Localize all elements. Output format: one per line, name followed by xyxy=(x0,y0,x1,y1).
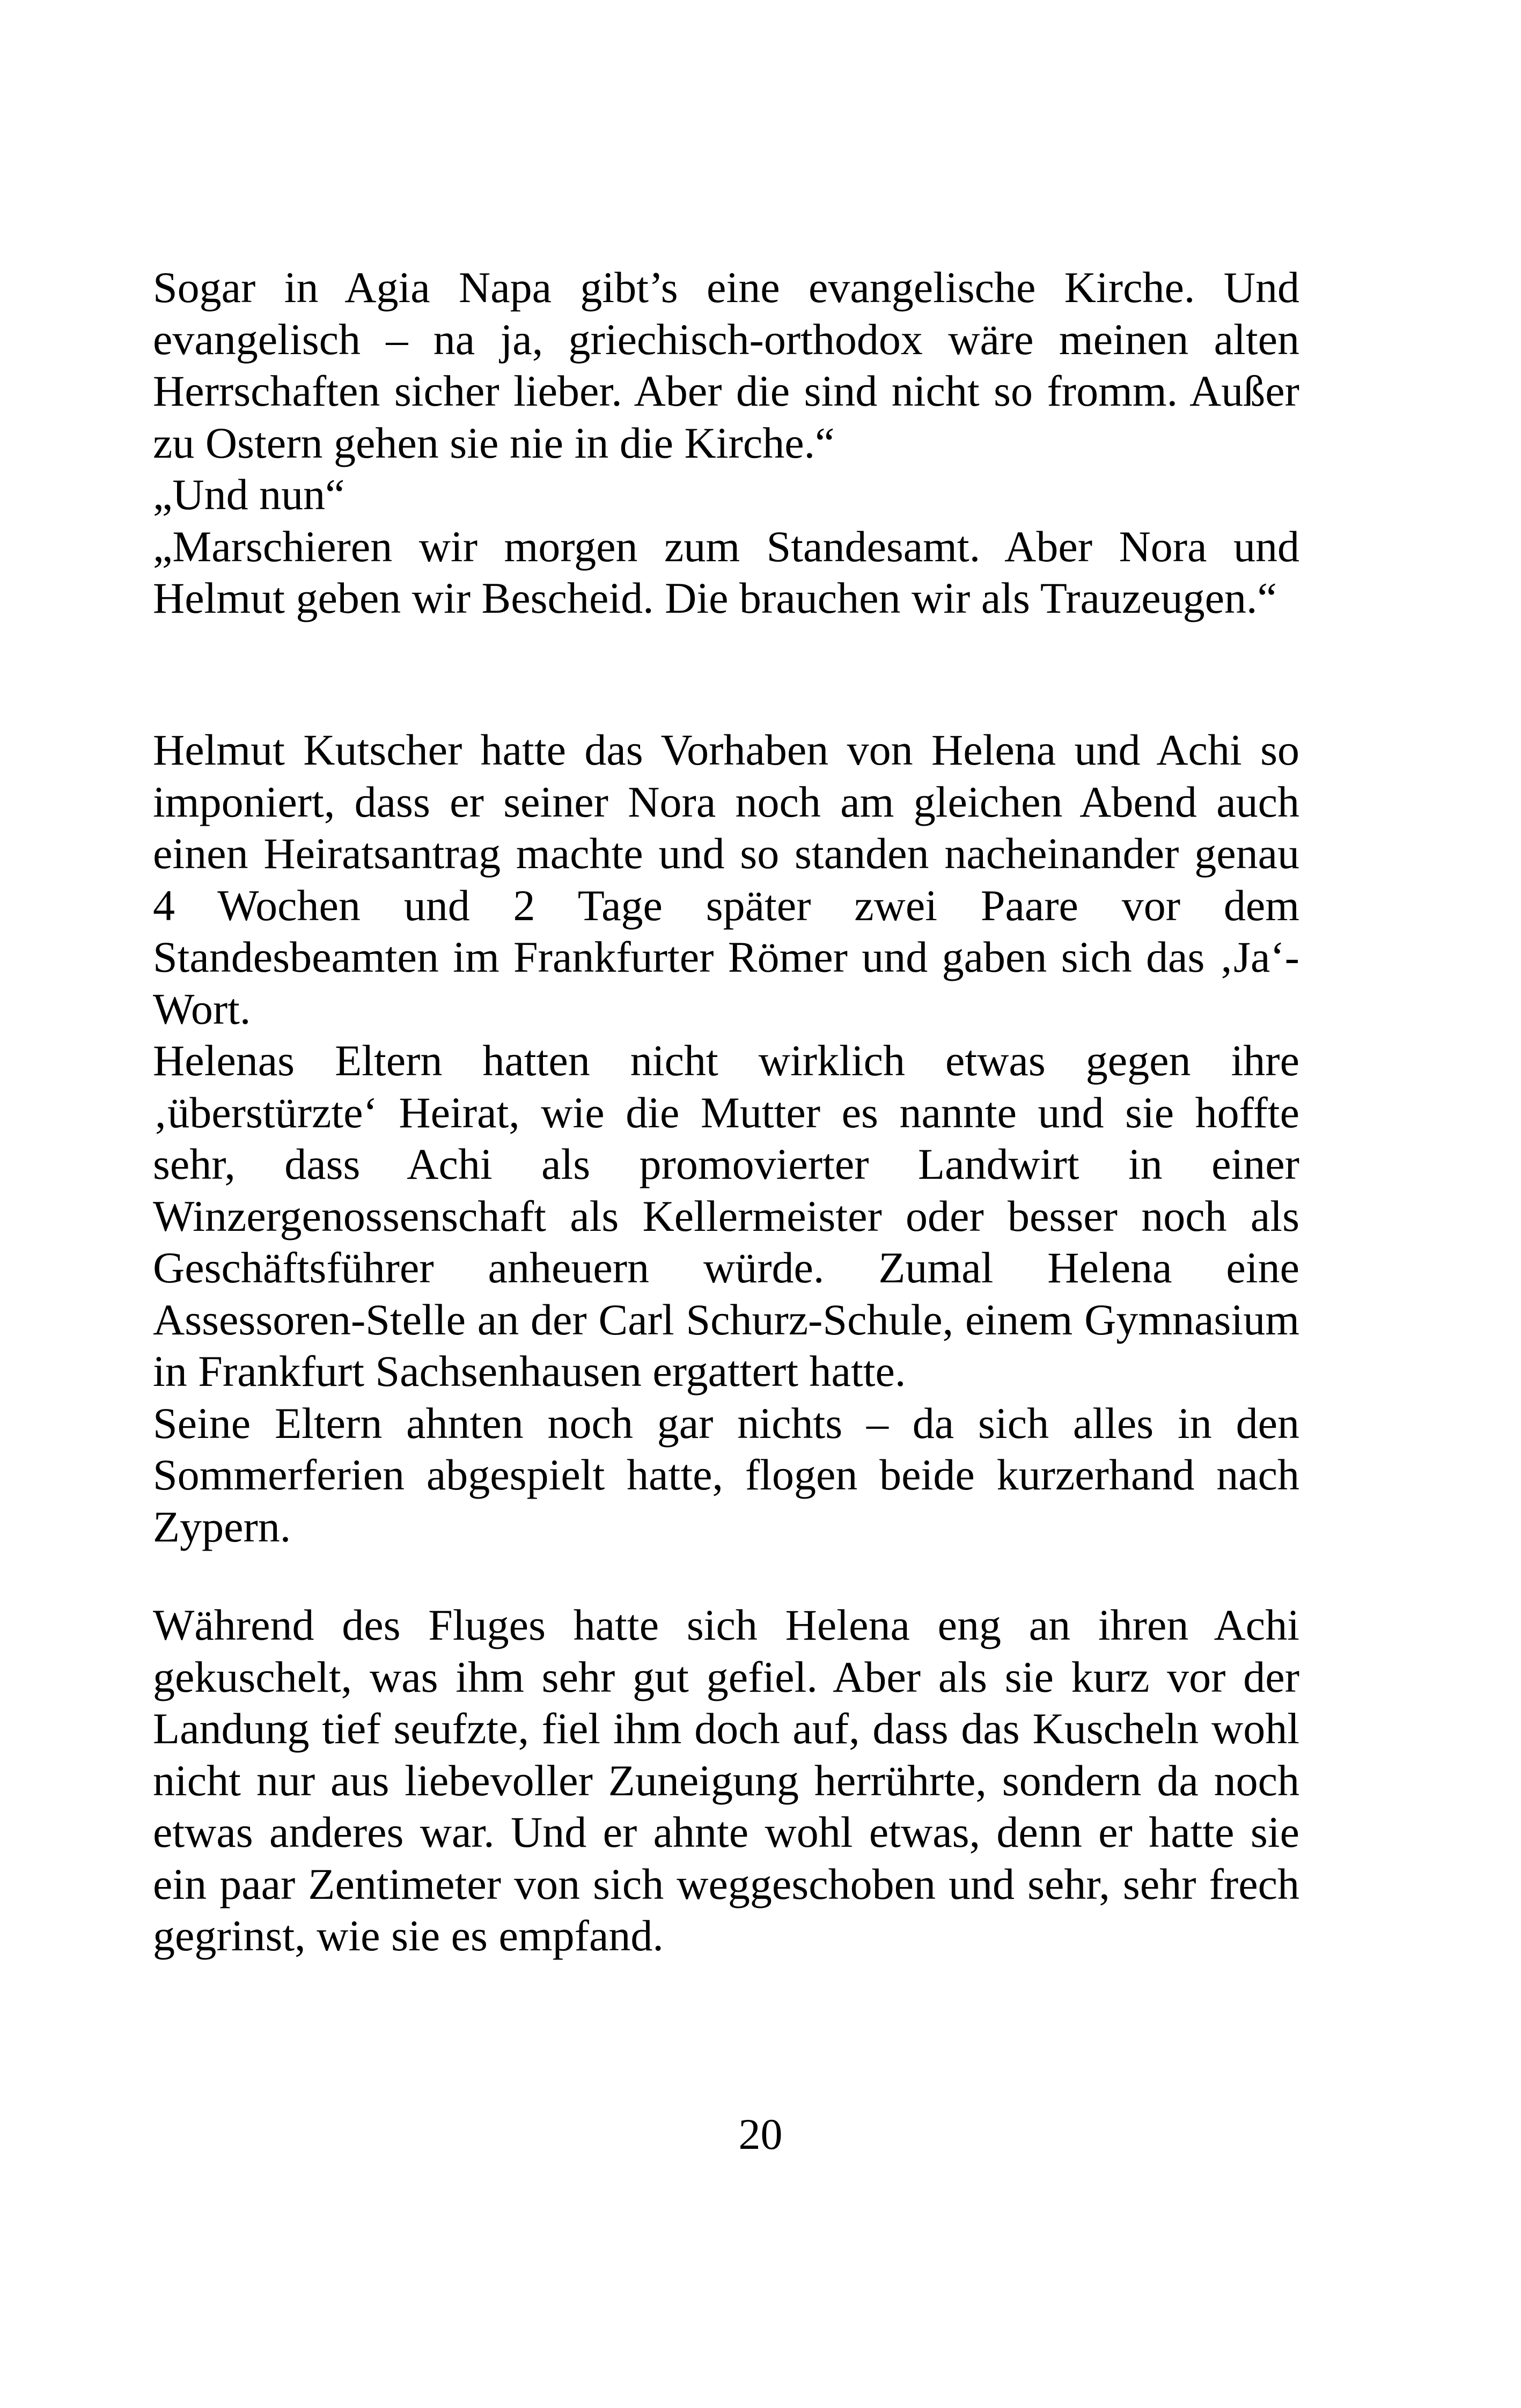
text-line: Landung tief seufzte, fiel ihm doch auf, dass das Kuscheln wohl xyxy=(153,1704,1299,1753)
text-line: „Marschieren wir morgen zum Standesamt. Aber Nora und xyxy=(153,522,1299,571)
text-line: etwas anderes war. Und er ahnte wohl etwas, denn er hatte sie xyxy=(153,1808,1299,1856)
text-line: einen Heiratsantrag machte und so standen nacheinander genau xyxy=(153,829,1299,878)
page-number: 20 xyxy=(738,2110,783,2159)
text-line: Zypern. xyxy=(153,1502,291,1551)
text-line: in Frankfurt Sachsenhausen ergattert hatte. xyxy=(153,1347,906,1396)
text-line: 4 Wochen und 2 Tage später zwei Paare vor dem xyxy=(153,880,1299,930)
text-line: zu Ostern gehen sie nie in die Kirche.“ xyxy=(153,418,835,467)
text-line: Sogar in Agia Napa gibt’s eine evangelische Kirche. Und xyxy=(153,263,1299,312)
text-line: Während des Fluges hatte sich Helena eng an ihren Achi xyxy=(153,1601,1299,1649)
paragraph-2 xyxy=(153,724,1299,1553)
text-line: Sommerferien abgespielt hatte, flogen beide kurzerhand nach xyxy=(153,1450,1299,1499)
text-line: nicht nur aus liebevoller Zuneigung herrührte, sondern da noch xyxy=(153,1756,1299,1805)
paragraph-3 xyxy=(153,1599,1299,1962)
text-line: Geschäftsführer anheuern würde. Zumal Helena eine xyxy=(153,1243,1299,1292)
text-line: imponiert, dass er seiner Nora noch am gleichen Abend auch xyxy=(153,777,1299,826)
text-line: Seine Eltern ahnten noch gar nichts – da sich alles in den xyxy=(153,1398,1299,1448)
text-line: Winzergenossenschaft als Kellermeister oder besser noch als xyxy=(153,1191,1299,1240)
text-line: Standesbeamten im Frankfurter Römer und gaben sich das ‚Ja‘- xyxy=(153,933,1299,981)
text-line: Wort. xyxy=(153,984,251,1033)
paragraph-1 xyxy=(153,262,1299,625)
text-line: „Und nun“ xyxy=(153,470,345,519)
text-line: gekuschelt, was ihm sehr gut gefiel. Aber als sie kurz vor der xyxy=(153,1652,1299,1701)
text-line: Helmut Kutscher hatte das Vorhaben von Helena und Achi so xyxy=(153,725,1299,774)
text-line: gegrinst, wie sie es empfand. xyxy=(153,1911,664,1960)
text-line: Herrschaften sicher lieber. Aber die sind nicht so fromm. Außer xyxy=(153,366,1299,415)
text-line: Helmut geben wir Bescheid. Die brauchen wir als Trauzeugen.“ xyxy=(153,574,1277,622)
text-line: sehr, dass Achi als promovierter Landwirt in einer xyxy=(153,1140,1299,1188)
text-line: Assessoren-Stelle an der Carl Schurz-Schule, einem Gymnasium xyxy=(153,1295,1299,1344)
text-line: Helenas Eltern hatten nicht wirklich etwas gegen ihre xyxy=(153,1036,1299,1085)
text-line: evangelisch – na ja, griechisch-orthodox wäre meinen alten xyxy=(153,314,1299,364)
text-line: ein paar Zentimeter von sich weggeschoben und sehr, sehr frech xyxy=(153,1859,1299,1908)
text-line: ‚überstürzte‘ Heirat, wie die Mutter es nannte und sie hoffte xyxy=(153,1088,1299,1137)
